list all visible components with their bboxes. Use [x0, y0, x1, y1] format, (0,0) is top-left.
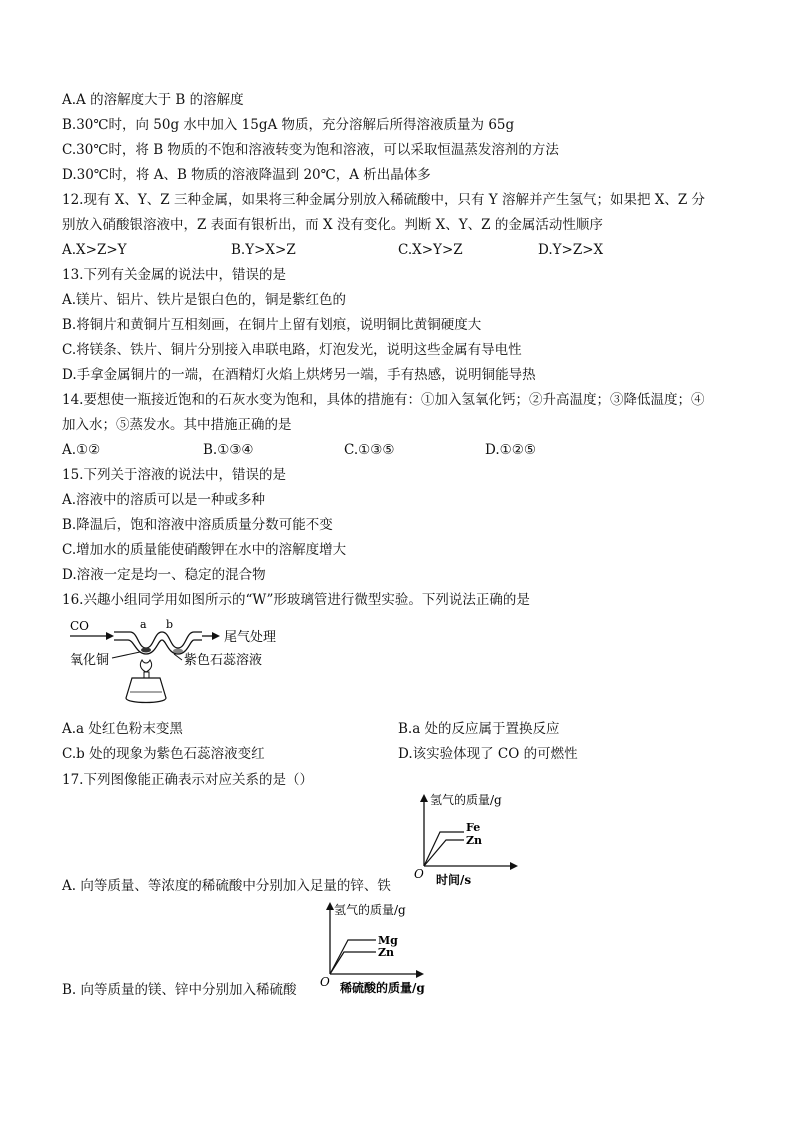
- graph-a-y-arrowhead: [420, 794, 428, 802]
- graph-a-origin: O: [414, 867, 424, 881]
- q12-stem-line1: 12.现有 X、Y、Z 三种金属，如果将三种金属分别放入稀硫酸中，只有 Y 溶解并产生氢气；如果把 X、Z 分: [62, 192, 706, 208]
- q16-stem: 16.兴趣小组同学用如图所示的“W”形玻璃管进行微型实验。下列说法正确的是: [62, 592, 530, 608]
- graph-a-ylabel: 氢气的质量/g: [430, 793, 502, 807]
- figure-label-litmus: 紫色石蕊溶液: [184, 653, 263, 668]
- copper-oxide-leader-line: [112, 652, 140, 658]
- graph-a-series-fe: [424, 832, 464, 866]
- graph-a-x-arrowhead: [510, 862, 518, 870]
- q15-stem: 15.下列关于溶液的说法中，错误的是: [62, 467, 286, 483]
- q16-option-c: C.b 处的现象为紫色石蕊溶液变红: [62, 746, 265, 762]
- figure-label-a: a: [140, 618, 147, 631]
- q12-stem-line2: 别放入硝酸银溶液中，Z 表面有银析出，而 X 没有变化。判断 X、Y、Z 的金属活动性顺序: [62, 217, 603, 233]
- figure-label-tail-gas: 尾气处理: [224, 630, 277, 645]
- graph-b-ylabel: 氢气的质量/g: [334, 903, 406, 917]
- graph-b-label-zn: Zn: [378, 946, 395, 959]
- q14-option-c: C.①③⑤: [344, 442, 395, 458]
- q16-option-b: B.a 处的反应属于置换反应: [398, 721, 560, 737]
- figure-label-copper-oxide: 氧化铜: [70, 653, 110, 668]
- q15-option-b: B.降温后，饱和溶液中溶质质量分数可能不变: [62, 517, 333, 533]
- graph-b-x-arrowhead: [416, 970, 424, 978]
- graph-a-label-zn: Zn: [466, 834, 483, 847]
- q14-option-a: A.①②: [62, 442, 101, 458]
- q14-stem-line1: 14.要想使一瓶接近饱和的石灰水变为饱和，具体的措施有：①加入氢氧化钙；②升高温度；③降低温度；④: [62, 392, 705, 408]
- alcohol-lamp-body: [126, 678, 166, 703]
- co-inlet-arrowhead: [106, 632, 114, 640]
- outlet-arrowhead: [212, 632, 220, 640]
- q12-option-a: A.X>Z>Y: [62, 242, 127, 258]
- graph-a-xlabel: 时间/s: [436, 873, 472, 887]
- q12-option-d: D.Y>Z>X: [538, 242, 604, 258]
- q13-option-a: A.镁片、铝片、铁片是银白色的，铜是紫红色的: [62, 292, 347, 308]
- q11-option-a: A.A 的溶解度大于 B 的溶解度: [62, 92, 244, 108]
- q16-option-d: D.该实验体现了 CO 的可燃性: [398, 746, 578, 762]
- lamp-flame: [140, 660, 151, 672]
- q12-option-c: C.X>Y>Z: [398, 242, 463, 258]
- q13-stem: 13.下列有关金属的说法中，错误的是: [62, 267, 286, 283]
- w-tube-lower: [114, 640, 202, 654]
- graph-b-series-zn: [330, 952, 376, 974]
- q13-option-b: B.将铜片和黄铜片互相刻画，在铜片上留有划痕，说明铜比黄铜硬度大: [62, 317, 482, 333]
- q12-option-b: B.Y>X>Z: [231, 242, 296, 258]
- graph-a-label-fe: Fe: [466, 821, 481, 834]
- w-tube-apparatus-figure: [62, 614, 302, 714]
- q14-stem-line2: 加入水；⑤蒸发水。其中措施正确的是: [62, 417, 292, 433]
- q14-option-b: B.①③④: [203, 442, 254, 458]
- lamp-wick-holder: [144, 672, 149, 678]
- q17-option-a: A. 向等质量、等浓度的稀硫酸中分别加入足量的锌、铁: [62, 878, 391, 894]
- q17-option-b: B. 向等质量的镁、锌中分别加入稀硫酸: [62, 982, 297, 998]
- graph-b-series-mg: [330, 940, 376, 974]
- litmus-leader-line: [174, 654, 182, 660]
- q15-option-a: A.溶液中的溶质可以是一种或多种: [62, 492, 266, 508]
- q15-option-d: D.溶液一定是均一、稳定的混合物: [62, 567, 266, 583]
- graph-b-xlabel: 稀硫酸的质量/g: [340, 981, 425, 995]
- figure-label-b: b: [166, 618, 174, 631]
- q11-option-c: C.30℃时，将 B 物质的不饱和溶液转变为饱和溶液，可以采取恒温蒸发溶剂的方法: [62, 142, 559, 158]
- q17-graph-b: [314, 898, 444, 996]
- q16-option-a: A.a 处红色粉末变黑: [62, 721, 183, 737]
- copper-oxide-powder: [141, 648, 151, 653]
- q11-option-b: B.30℃时，向 50g 水中加入 15gA 物质，充分溶解后所得溶液质量为 65g: [62, 117, 515, 133]
- q17-graph-a: [408, 792, 528, 890]
- graph-b-label-mg: Mg: [378, 934, 398, 947]
- graph-b-y-arrowhead: [326, 902, 334, 910]
- litmus-solution: [173, 649, 183, 654]
- graph-b-origin: O: [320, 975, 330, 989]
- q11-option-d: D.30℃时，将 A、B 物质的溶液降温到 20℃，A 析出晶体多: [62, 167, 431, 183]
- figure-label-co: CO: [70, 619, 90, 633]
- q17-stem: 17.下列图像能正确表示对应关系的是（）: [62, 772, 313, 788]
- q13-option-c: C.将镁条、铁片、铜片分别接入串联电路，灯泡发光，说明这些金属有导电性: [62, 342, 522, 358]
- q13-option-d: D.手拿金属铜片的一端，在酒精灯火焰上烘烤另一端，手有热感，说明铜能导热: [62, 367, 536, 383]
- q15-option-c: C.增加水的质量能使硝酸钾在水中的溶解度增大: [62, 542, 347, 558]
- q14-option-d: D.①②⑤: [485, 442, 536, 458]
